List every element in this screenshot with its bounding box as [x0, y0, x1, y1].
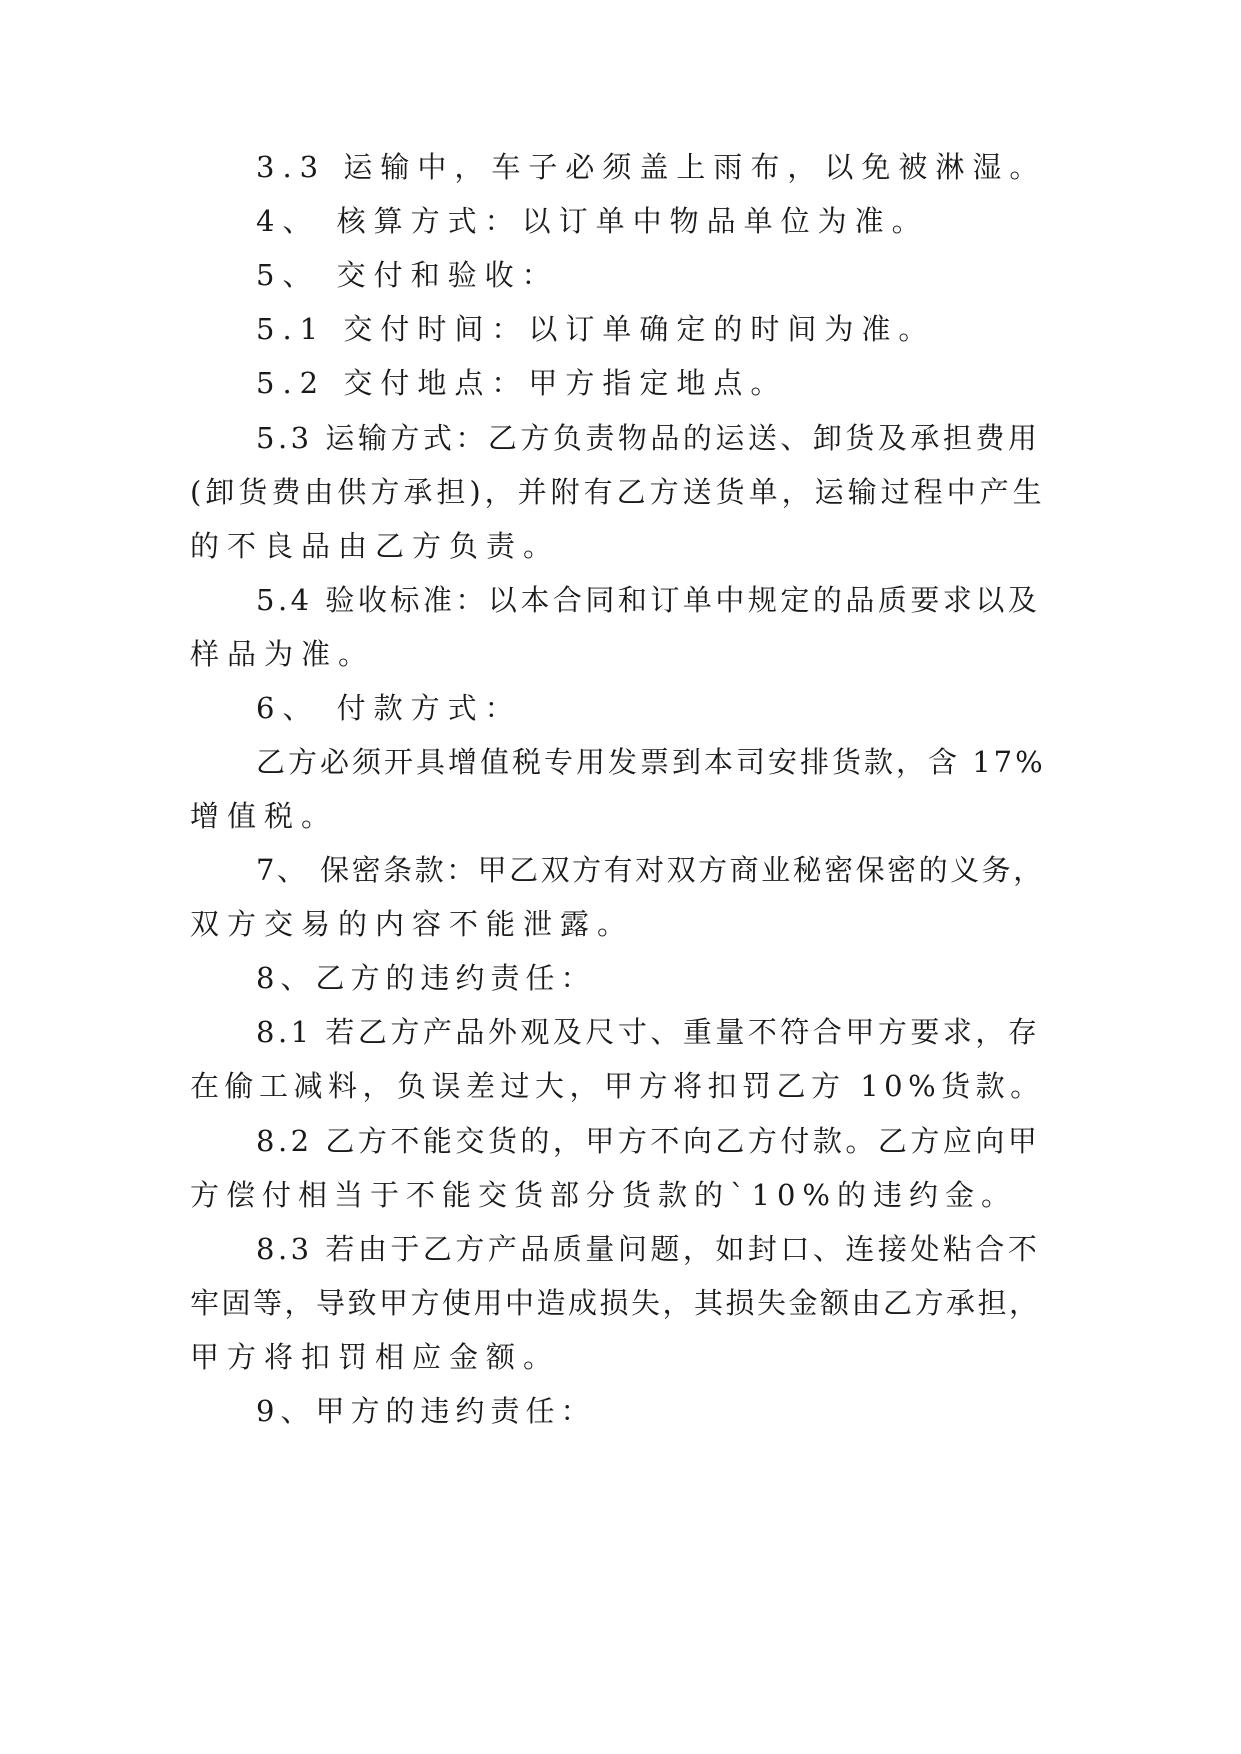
clause-8-heading: 8、乙方的违约责任： [256, 961, 596, 995]
clause-3-3: 3.3 运输中，车子必须盖上雨布，以免被淋湿。 [256, 150, 1047, 184]
clause-8-3-line-3: 甲方将扣罚相应金额。 [190, 1340, 561, 1374]
clause-5-1: 5.1 交付时间：以订单确定的时间为准。 [256, 312, 936, 346]
clause-7-line-1: 7、 保密条款：甲乙双方有对双方商业秘密保密的义务， [256, 853, 1045, 887]
clause-8-3-line-2: 牢固等，导致甲方使用中造成损失，其损失金额由乙方承担， [190, 1286, 1041, 1320]
clause-5-4-line-1: 5.4 验收标准：以本合同和订单中规定的品质要求以及 [256, 583, 1041, 617]
clause-5-3-line-1: 5.3 运输方式：乙方负责物品的运送、卸货及承担费用 [256, 421, 1041, 455]
clause-6-body-line-2: 增值税。 [190, 799, 339, 833]
clause-8-3-line-1: 8.3 若由于乙方产品质量问题，如封口、连接处粘合不 [256, 1232, 1041, 1266]
clause-5-heading: 5、 交付和验收： [256, 258, 559, 292]
clause-8-2-line-2: 方偿付相当于不能交货部分货款的`10%的违约金。 [190, 1178, 1017, 1212]
clause-4: 4、 核算方式：以订单中物品单位为准。 [256, 204, 929, 238]
clause-5-4-line-2: 样品为准。 [190, 637, 376, 671]
clause-5-3-line-3: 的不良品由乙方负责。 [190, 529, 561, 563]
clause-8-2-line-1: 8.2 乙方不能交货的，甲方不向乙方付款。乙方应向甲 [256, 1124, 1041, 1158]
clause-5-3-line-2: (卸货费由供方承担)，并附有乙方送货单，运输过程中产生 [190, 475, 1046, 509]
clause-6-heading: 6、 付款方式： [256, 691, 522, 725]
clause-5-2: 5.2 交付地点：甲方指定地点。 [256, 366, 788, 400]
clause-8-1-line-1: 8.1 若乙方产品外观及尺寸、重量不符合甲方要求，存 [256, 1015, 1041, 1049]
clause-7-line-2: 双方交易的内容不能泄露。 [190, 907, 635, 941]
clause-9-heading: 9、甲方的违约责任： [256, 1394, 596, 1428]
clause-6-body-line-1: 乙方必须开具增值税专用发票到本司安排货款，含 17% [256, 745, 1046, 779]
clause-8-1-line-2: 在偷工减料，负误差过大，甲方将扣罚乙方 10%货款。 [190, 1069, 1045, 1103]
